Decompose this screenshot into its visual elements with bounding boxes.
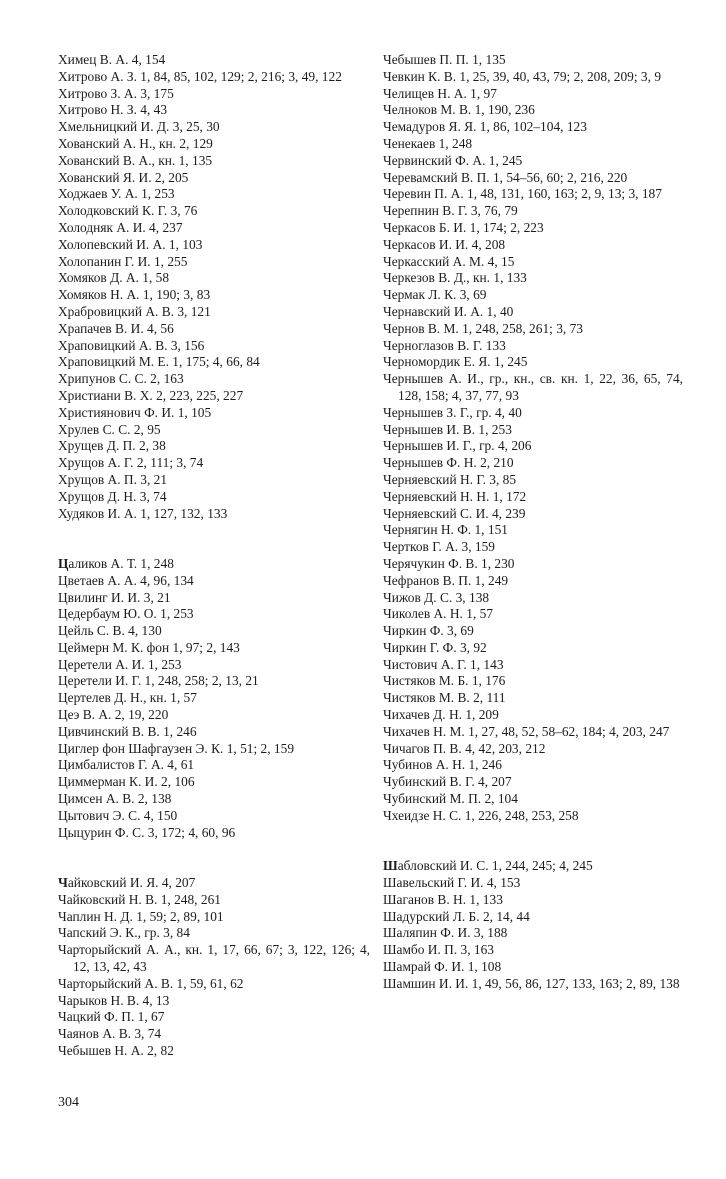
index-entry	[383, 757, 683, 774]
entry-text: Цеэ В. А. 2, 19, 220	[58, 707, 169, 723]
index-entry	[58, 942, 370, 976]
index-entry	[58, 892, 370, 909]
index-entry	[383, 304, 683, 321]
index-entry	[383, 791, 683, 808]
index-entry	[58, 757, 370, 774]
index-entry	[383, 606, 683, 623]
entry-text: Чапский Э. К., гр. 3, 84	[58, 925, 190, 941]
index-entry	[383, 640, 683, 657]
index-entry	[58, 993, 370, 1010]
index-entry	[58, 438, 370, 455]
entry-text: Черевин П. А. 1, 48, 131, 160, 163; 2, 9, 13; 3, 187	[383, 186, 662, 202]
index-entry	[383, 186, 683, 203]
index-entry	[58, 606, 370, 623]
index-entry	[383, 52, 683, 69]
entry-text: Черевамский В. П. 1, 54–56, 60; 2, 216, 220	[383, 169, 628, 185]
index-entry	[383, 86, 683, 103]
entry-text: Шадурский Л. Б. 2, 14, 44	[383, 908, 530, 924]
index-entry	[58, 338, 370, 355]
index-entry	[58, 875, 370, 892]
entry-text: Хрулев С. С. 2, 95	[58, 421, 161, 437]
index-entry	[58, 69, 370, 86]
entry-text: Чернышев Ф. Н. 2, 210	[383, 455, 514, 471]
index-entry	[58, 774, 370, 791]
entry-text: Черномордик Е. Я. 1, 245	[383, 354, 528, 370]
entry-text: айковский И. Я. 4, 207	[67, 875, 196, 891]
entry-text: Хомяков Д. А. 1, 58	[58, 270, 170, 286]
section-gap	[58, 841, 370, 875]
entry-text: Хрущов А. П. 3, 21	[58, 471, 168, 487]
entry-text: Шаганов В. Н. 1, 133	[383, 891, 503, 907]
entry-text: Холопанин Г. И. 1, 255	[58, 253, 188, 269]
index-entry	[58, 186, 370, 203]
entry-text: Цеймерн М. К. фон 1, 97; 2, 143	[58, 639, 240, 655]
index-entry	[383, 623, 683, 640]
entry-text: Черняевский Н. Н. 1, 172	[383, 488, 527, 504]
entry-text: Цейль С. В. 4, 130	[58, 623, 162, 639]
entry-text: Черячукин Ф. В. 1, 230	[383, 555, 515, 571]
index-entry	[383, 539, 683, 556]
index-entry	[58, 220, 370, 237]
index-entry	[383, 724, 683, 741]
index-entry	[58, 388, 370, 405]
entry-text: абловский И. С. 1, 244, 245; 4, 245	[397, 858, 593, 874]
entry-text: Чиркин Г. Ф. 3, 92	[383, 639, 487, 655]
entry-text: Челноков М. В. 1, 190, 236	[383, 102, 535, 118]
entry-text: Христиани В. Х. 2, 223, 225, 227	[58, 387, 244, 403]
entry-text: Чубинский М. П. 2, 104	[383, 791, 518, 807]
index-entry	[58, 455, 370, 472]
index-entry	[383, 69, 683, 86]
entry-text: Черкасов И. И. 4, 208	[383, 236, 506, 252]
index-entry	[383, 489, 683, 506]
entry-text: Чарыков Н. В. 4, 13	[58, 992, 170, 1008]
index-entry	[58, 270, 370, 287]
index-entry	[58, 136, 370, 153]
index-entry	[383, 254, 683, 271]
page-number: 304	[58, 1095, 79, 1110]
entry-text: Хрущев Д. П. 2, 38	[58, 438, 166, 454]
index-section	[58, 52, 370, 522]
entry-text: Чернышев З. Г., гр. 4, 40	[383, 404, 522, 420]
index-entry	[383, 203, 683, 220]
index-entry	[383, 220, 683, 237]
index-entry	[58, 707, 370, 724]
entry-text: Чубинский В. Г. 4, 207	[383, 774, 512, 790]
index-entry	[383, 472, 683, 489]
entry-text: Чаплин Н. Д. 1, 59; 2, 89, 101	[58, 908, 224, 924]
section-gap	[58, 522, 370, 556]
index-entry	[58, 170, 370, 187]
index-entry	[383, 909, 683, 926]
index-entry	[383, 858, 683, 875]
entry-text: Ченекаев 1, 248	[383, 135, 473, 151]
index-entry	[383, 287, 683, 304]
index-entry	[383, 690, 683, 707]
entry-text: Чернышев И. В. 1, 253	[383, 421, 512, 437]
index-entry	[383, 875, 683, 892]
entry-text: Хитрово Н. З. 4, 43	[58, 102, 168, 118]
index-entry	[383, 102, 683, 119]
entry-text: Шавельский Г. И. 4, 153	[383, 875, 521, 891]
entry-text: Холодковский К. Г. 3, 76	[58, 203, 198, 219]
index-entry	[58, 86, 370, 103]
index-entry	[383, 371, 683, 405]
index-entry	[58, 673, 370, 690]
entry-text: Черкасский А. М. 4, 15	[383, 253, 515, 269]
entry-text: Хованский Я. И. 2, 205	[58, 169, 189, 185]
index-entry	[58, 808, 370, 825]
index-entry	[383, 774, 683, 791]
entry-text: Чацкий Ф. П. 1, 67	[58, 1009, 165, 1025]
entry-text: Хмельницкий И. Д. 3, 25, 30	[58, 119, 220, 135]
entry-text: Цивчинский В. В. 1, 246	[58, 723, 197, 739]
entry-text: Чернавский И. А. 1, 40	[383, 303, 514, 319]
index-entry	[58, 287, 370, 304]
index-entry	[58, 640, 370, 657]
entry-text: Цвилинг И. И. 3, 21	[58, 589, 171, 605]
entry-text: Чиркин Ф. 3, 69	[383, 623, 474, 639]
entry-text: Чихачев Н. М. 1, 27, 48, 52, 58–62, 184; 4, 203, 247	[383, 723, 670, 739]
section-initial-letter: Ш	[383, 858, 398, 874]
entry-text: Чистяков М. В. 2, 111	[383, 690, 506, 706]
entry-text: Цертелев Д. Н., кн. 1, 57	[58, 690, 197, 706]
index-entry	[383, 959, 683, 976]
entry-text: Чебышев Н. А. 2, 82	[58, 1043, 174, 1059]
entry-text: Чермак Л. К. 3, 69	[383, 287, 487, 303]
entry-text: Ходжаев У. А. 1, 253	[58, 186, 175, 202]
entry-text: аликов А. Т. 1, 248	[68, 555, 174, 571]
entry-text: Чемадуров Я. Я. 1, 86, 102–104, 123	[383, 119, 587, 135]
index-entry	[58, 354, 370, 371]
index-entry	[383, 741, 683, 758]
entry-text: Церетели И. Г. 1, 248, 258; 2, 13, 21	[58, 673, 259, 689]
left-column	[58, 52, 370, 1060]
entry-text: Храповицкий А. В. 3, 156	[58, 337, 205, 353]
entry-text: Цыцурин Ф. С. 3, 172; 4, 60, 96	[58, 824, 236, 840]
index-entry	[58, 52, 370, 69]
entry-text: Чефранов В. П. 1, 249	[383, 572, 509, 588]
index-entry	[58, 690, 370, 707]
index-entry	[383, 354, 683, 371]
index-entry	[58, 909, 370, 926]
index-entry	[383, 673, 683, 690]
entry-text: Челищев Н. А. 1, 97	[383, 85, 497, 101]
entry-text: Цветаев А. А. 4, 96, 134	[58, 572, 194, 588]
index-entry	[58, 573, 370, 590]
entry-text: Циглер фон Шафгаузен Э. К. 1, 51; 2, 159	[58, 740, 295, 756]
entry-text: Чистович А. Г. 1, 143	[383, 656, 504, 672]
index-entry	[383, 942, 683, 959]
index-entry	[58, 724, 370, 741]
index-entry	[58, 590, 370, 607]
entry-text: Чиколев А. Н. 1, 57	[383, 606, 494, 622]
entry-text: Хованский А. Н., кн. 2, 129	[58, 135, 213, 151]
index-entry	[58, 976, 370, 993]
entry-text: Храпачев В. И. 4, 56	[58, 320, 174, 336]
entry-text: Химец В. А. 4, 154	[58, 52, 166, 67]
index-section	[383, 858, 683, 992]
index-entry	[58, 153, 370, 170]
entry-text: Чевкин К. В. 1, 25, 39, 40, 43, 79; 2, 208, 209; 3, 9	[383, 68, 662, 84]
entry-text: Хитрово А. З. 1, 84, 85, 102, 129; 2, 216; 3, 49, 122	[58, 68, 342, 84]
right-column	[383, 52, 683, 993]
entry-text: Чернягин Н. Ф. 1, 151	[383, 522, 508, 538]
index-entry	[383, 237, 683, 254]
entry-text: Чижов Д. С. 3, 138	[383, 589, 490, 605]
entry-text: Цимбалистов Г. А. 4, 61	[58, 757, 195, 773]
entry-text: Чаянов А. В. 3, 74	[58, 1026, 162, 1042]
index-section	[58, 875, 370, 1060]
index-entry	[58, 925, 370, 942]
entry-text: Шамшин И. И. 1, 49, 56, 86, 127, 133, 163; 2, 89, 138	[383, 975, 680, 991]
index-entry	[58, 489, 370, 506]
index-entry	[58, 1043, 370, 1060]
index-entry	[383, 925, 683, 942]
index-entry	[383, 170, 683, 187]
entry-text: Цимсен А. В. 2, 138	[58, 791, 172, 807]
index-entry	[58, 623, 370, 640]
entry-text: Черноглазов В. Г. 133	[383, 337, 506, 353]
index-entry	[383, 522, 683, 539]
index-entry	[383, 590, 683, 607]
index-entry	[383, 338, 683, 355]
entry-text: Чарторыйский А. А., кн. 1, 17, 66, 67; 3, 122, 126; 4, 12, 13, 42, 43	[58, 942, 370, 975]
entry-text: Храповицкий М. Е. 1, 175; 4, 66, 84	[58, 354, 260, 370]
index-entry	[383, 657, 683, 674]
index-entry	[383, 573, 683, 590]
index-entry	[383, 270, 683, 287]
index-entry	[383, 153, 683, 170]
index-entry	[58, 102, 370, 119]
index-entry	[383, 556, 683, 573]
entry-text: Чичагов П. В. 4, 42, 203, 212	[383, 740, 546, 756]
index-entry	[58, 506, 370, 523]
entry-text: Хомяков Н. А. 1, 190; 3, 83	[58, 287, 211, 303]
entry-text: Чернышев А. И., гр., кн., св. кн. 1, 22, 36, 65, 74, 128, 158; 4, 37, 77, 93	[383, 371, 683, 403]
entry-text: Черняевский Н. Г. 3, 85	[383, 471, 517, 487]
index-entry	[383, 707, 683, 724]
entry-text: Черкасов Б. И. 1, 174; 2, 223	[383, 219, 544, 235]
entry-text: Чернышев И. Г., гр. 4, 206	[383, 438, 532, 454]
index-entry	[58, 371, 370, 388]
index-entry	[58, 825, 370, 842]
section-initial-letter: Ц	[58, 555, 69, 571]
index-section	[58, 556, 370, 842]
index-entry	[58, 321, 370, 338]
index-entry	[58, 1026, 370, 1043]
entry-text: Шамбо И. П. 3, 163	[383, 942, 494, 958]
index-entry	[58, 657, 370, 674]
index-entry	[58, 741, 370, 758]
index-entry	[383, 506, 683, 523]
index-entry	[383, 405, 683, 422]
entry-text: Чернов В. М. 1, 248, 258, 261; 3, 73	[383, 320, 583, 336]
entry-text: Чихачев Д. Н. 1, 209	[383, 707, 499, 723]
entry-text: Храбровицкий А. В. 3, 121	[58, 303, 211, 319]
entry-text: Чхеидзе Н. С. 1, 226, 248, 253, 258	[383, 807, 579, 823]
entry-text: Християнович Ф. И. 1, 105	[58, 404, 212, 420]
index-entry	[58, 304, 370, 321]
index-entry	[58, 237, 370, 254]
entry-text: Цытович Э. С. 4, 150	[58, 807, 178, 823]
index-entry	[383, 119, 683, 136]
entry-text: Чайковский Н. В. 1, 248, 261	[58, 891, 221, 907]
entry-text: Шамрай Ф. И. 1, 108	[383, 959, 502, 975]
entry-text: Хрущов Д. Н. 3, 74	[58, 488, 167, 504]
entry-text: Церетели А. И. 1, 253	[58, 656, 182, 672]
index-entry	[58, 203, 370, 220]
index-entry	[383, 438, 683, 455]
section-initial-letter: Ч	[58, 875, 68, 891]
entry-text: Холодняк А. И. 4, 237	[58, 219, 183, 235]
index-entry	[58, 254, 370, 271]
index-entry	[58, 422, 370, 439]
entry-text: Хрипунов С. С. 2, 163	[58, 371, 184, 387]
index-entry	[383, 976, 683, 993]
entry-text: Хитрово З. А. 3, 175	[58, 85, 174, 101]
index-entry	[383, 136, 683, 153]
index-entry	[383, 892, 683, 909]
entry-text: Червинский Ф. А. 1, 245	[383, 152, 523, 168]
index-entry	[383, 422, 683, 439]
index-entry	[383, 808, 683, 825]
index-entry	[58, 1009, 370, 1026]
index-entry	[58, 119, 370, 136]
entry-text: Хрущов А. Г. 2, 111; 3, 74	[58, 455, 204, 471]
entry-text: Цедербаум Ю. О. 1, 253	[58, 606, 194, 622]
index-entry	[58, 405, 370, 422]
entry-text: Чебышев П. П. 1, 135	[383, 52, 506, 67]
entry-text: Худяков И. А. 1, 127, 132, 133	[58, 505, 228, 521]
section-gap	[383, 825, 683, 859]
index-section	[383, 52, 683, 825]
index-entry	[58, 791, 370, 808]
entry-text: Чистяков М. Б. 1, 176	[383, 673, 506, 689]
entry-text: Чубинов А. Н. 1, 246	[383, 757, 502, 773]
entry-text: Циммерман К. И. 2, 106	[58, 774, 195, 790]
index-entry	[58, 472, 370, 489]
entry-text: Шаляпин Ф. И. 3, 188	[383, 925, 508, 941]
entry-text: Хованский В. А., кн. 1, 135	[58, 152, 213, 168]
entry-text: Черняевский С. И. 4, 239	[383, 505, 526, 521]
entry-text: Черкезов В. Д., кн. 1, 133	[383, 270, 527, 286]
index-entry	[58, 556, 370, 573]
entry-text: Холопевский И. А. 1, 103	[58, 236, 203, 252]
entry-text: Чертков Г. А. 3, 159	[383, 539, 495, 555]
entry-text: Черепнин В. Г. 3, 76, 79	[383, 203, 518, 219]
index-entry	[383, 455, 683, 472]
index-entry	[383, 321, 683, 338]
entry-text: Чарторыйский А. В. 1, 59, 61, 62	[58, 975, 244, 991]
